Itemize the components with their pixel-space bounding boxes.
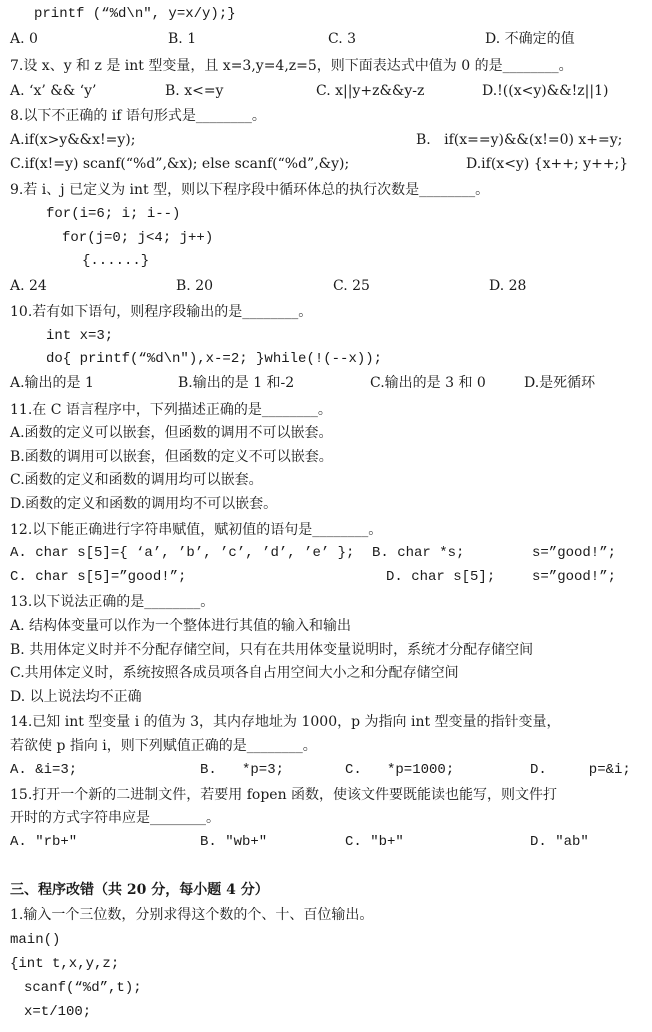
q14-option-d: D. p=&i; (530, 762, 631, 778)
q12-option-a: A. char s[5]={ ‘a’, ’b’, ’c’, ’d’, ’e’ }; (10, 545, 355, 561)
q15-question-line1: 15.打开一个新的二进制文件，若要用 fopen 函数，使该文件要既能读也能写，则文件打 (10, 787, 558, 803)
q13-option-d: D. 以上说法均不正确 (10, 689, 142, 705)
q10-code-decl: int x=3; (46, 328, 114, 344)
p1-code-scanf: scanf(“%d”,t); (24, 980, 142, 996)
q9-option-d: D. 28 (489, 278, 527, 294)
q11-option-b: B.函数的调用可以嵌套，但函数的定义不可以嵌套。 (10, 449, 333, 465)
q12-option-c: C. char s[5]=”good!”; (10, 569, 187, 585)
q8-question: 8.以下不正确的 if 语句形式是________。 (10, 108, 266, 124)
q10-option-a: A.输出的是 1 (10, 375, 94, 391)
q13-question: 13.以下说法正确的是________。 (10, 594, 215, 610)
q6-option-b: B. 1 (168, 31, 197, 47)
q14-question-line2: 若欲使 p 指向 i，则下列赋值正确的是________。 (10, 738, 317, 754)
q10-option-c: C.输出的是 3 和 0 (370, 375, 486, 391)
q10-code-loop: do{ printf(“%d\n"),x-=2; }while(!(--x)); (46, 351, 383, 367)
q15-option-a: A. "rb+" (10, 834, 78, 850)
q9-option-b: B. 20 (176, 278, 214, 294)
q7-option-c: C. x||y+z&&y-z (316, 83, 425, 99)
q10-option-b: B.输出的是 1 和-2 (178, 375, 295, 391)
q8-option-d: D.if(x<y) {x++; y++;} (466, 156, 629, 172)
p1-description: 1.输入一个三位数，分别求得这个数的个、十、百位输出。 (10, 907, 374, 923)
section-3-heading: 三、程序改错（共 20 分，每小题 4 分） (10, 882, 269, 898)
q9-option-a: A. 24 (10, 278, 47, 294)
q13-option-a: A. 结构体变量可以作为一个整体进行其值的输入和输出 (10, 618, 352, 634)
q11-option-d: D.函数的定义和函数的调用均不可以嵌套。 (10, 496, 278, 512)
q9-code-outer-loop: for(i=6; i; i--) (46, 206, 181, 222)
q15-option-b: B. "wb+" (200, 834, 268, 850)
q14-option-c: C. *p=1000; (345, 762, 455, 778)
q10-question: 10.若有如下语句，则程序段输出的是________。 (10, 304, 313, 320)
q14-option-a: A. &i=3; (10, 762, 78, 778)
q12-option-b-assign: s=”good!”; (532, 545, 617, 561)
q13-option-b: B. 共用体定义时并不分配存储空间，只有在共用体变量说明时，系统才分配存储空间 (10, 642, 534, 658)
q12-option-d-assign: s=”good!”; (532, 569, 617, 585)
q7-question: 7.设 x、y 和 z 是 int 型变量，且 x=3,y=4,z=5，则下面表达式中值为 0 的是________。 (10, 58, 573, 74)
q8-option-c: C.if(x!=y) scanf(“%d”,&x); else scanf(“%d”,&y); (10, 156, 350, 172)
q14-question-line1: 14.已知 int 型变量 i 的值为 3，其内存地址为 1000，p 为指向 int 型变量的指针变量， (10, 714, 561, 730)
q12-question: 12.以下能正确进行字符串赋值，赋初值的语句是________。 (10, 522, 383, 538)
q6-option-d: D. 不确定的值 (485, 31, 575, 47)
q7-option-b: B. x<=y (165, 83, 224, 99)
q15-option-d: D. "ab" (530, 834, 589, 850)
q15-question-line2: 开时的方式字符串应是________。 (10, 810, 220, 826)
q10-option-d: D.是死循环 (524, 375, 596, 391)
q12-option-d: D. char s[5]; (386, 569, 496, 585)
q12-option-b: B. char *s; (372, 545, 465, 561)
q6-option-a: A. 0 (10, 31, 38, 47)
q9-question: 9.若 i、j 已定义为 int 型，则以下程序段中循环体总的执行次数是________。 (10, 182, 490, 198)
code-printf-line: printf (“%d\n", y=x/y);} (34, 6, 236, 22)
q7-option-a: A. ‘x’ && ‘y’ (10, 83, 97, 99)
q9-code-body: {......} (82, 253, 150, 269)
q14-option-b: B. *p=3; (200, 762, 285, 778)
q9-option-c: C. 25 (333, 278, 370, 294)
q11-option-c: C.函数的定义和函数的调用均可以嵌套。 (10, 472, 263, 488)
q11-question: 11.在 C 语言程序中，下列描述正确的是________。 (10, 402, 332, 418)
q13-option-c: C.共用体定义时，系统按照各成员项各自占用空间大小之和分配存储空间 (10, 665, 459, 681)
q8-option-b: B. if(x==y)&&(x!=0) x+=y; (416, 132, 623, 148)
p1-code-main: main() (10, 932, 61, 948)
q7-option-d: D.!((x<y)&&!z||1) (482, 83, 609, 99)
q15-option-c: C. "b+" (345, 834, 404, 850)
p1-code-assign: x=t/100; (24, 1004, 92, 1020)
q11-option-a: A.函数的定义可以嵌套，但函数的调用不可以嵌套。 (10, 425, 333, 441)
q9-code-inner-loop: for(j=0; j<4; j++) (62, 230, 214, 246)
q8-option-a: A.if(x>y&&x!=y); (10, 132, 136, 148)
q6-option-c: C. 3 (328, 31, 357, 47)
p1-code-decl: {int t,x,y,z; (10, 956, 120, 972)
